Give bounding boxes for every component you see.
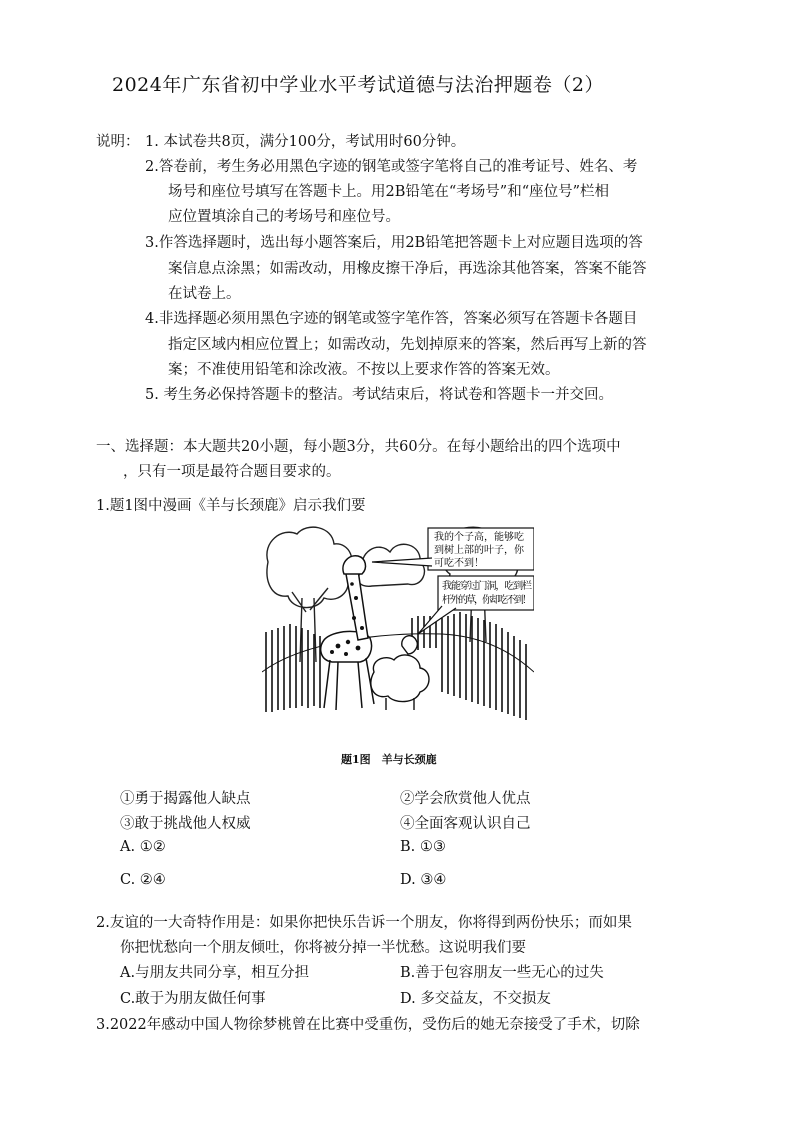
q2-option-d: D. 多交益友，不交损友 — [400, 991, 551, 1007]
q2-option-c: C.敢于为朋友做任何事 — [120, 991, 266, 1007]
figure-caption: 题1图 羊与长颈鹿 — [341, 753, 437, 766]
instruction-line: 2.答卷前，考生务必用黑色字迹的钢笔或签字笔将自己的准考证号、姓名、考 — [145, 159, 638, 175]
q2-option-b: B.善于包容朋友一些无心的过失 — [400, 965, 604, 981]
instruction-line: 指定区域内相应位置上；如需改动，先划掉原来的答案，然后再写上新的答 — [168, 337, 647, 353]
q3-stem-line: 3.2022年感动中国人物徐梦桃曾在比赛中受重伤，受伤后的她无奈接受了手术，切除 — [96, 1017, 640, 1033]
section-heading-cont: ，只有一项是最符合题目要求的。 — [123, 464, 341, 480]
q1-option-a: A. ①② — [120, 839, 166, 855]
giraffe-legs — [324, 658, 374, 710]
q1-option-d: D. ③④ — [400, 872, 447, 888]
q2-option-a: A.与朋友共同分享，相互分担 — [120, 965, 310, 981]
sheep-bubble-line: 我能穿过门洞，吃到栏 — [442, 581, 532, 592]
instruction-line: 场号和座位号填写在答题卡上。用2B铅笔在“考场号”和“座位号”栏相 — [168, 184, 610, 200]
instruction-line: 应位置填涂自己的考场号和座位号。 — [168, 209, 400, 225]
instruction-line: 4.非选择题必须用黑色字迹的钢笔或签字笔作答，答案必须写在答题卡各题目 — [145, 311, 638, 327]
cartoon-sheep-and-giraffe — [262, 522, 534, 726]
instructions-lead: 说明： — [96, 134, 140, 150]
sheep-bubble-line: 杆外的草，你却吃不到！ — [442, 595, 532, 606]
section-heading: 一、选择题：本大题共20小题，每小题3分，共60分。在每小题给出的四个选项中 — [96, 439, 621, 455]
q1-statement: ①勇于揭露他人缺点 — [120, 791, 251, 807]
q1-option-c: C. ②④ — [120, 872, 166, 888]
fence-posts-left — [266, 624, 320, 712]
q2-stem-line: 你把忧愁向一个朋友倾吐，你将被分掉一半忧愁。这说明我们要 — [120, 940, 526, 956]
instruction-line: 5. 考生务必保持答题卡的整洁。考试结束后，将试卷和答题卡一并交回。 — [145, 387, 613, 403]
giraffe-head — [343, 556, 366, 574]
page-title: 2024年广东省初中学业水平考试道德与法治押题卷（2） — [112, 74, 604, 96]
fence-posts-right — [442, 612, 526, 720]
tree-outline — [267, 527, 352, 607]
instruction-line: 案；不准使用铅笔和涂改液。不按以上要求作答的答案无效。 — [168, 362, 560, 378]
giraffe-neck — [346, 570, 368, 640]
q1-statement: ③敢于挑战他人权威 — [120, 816, 251, 832]
instruction-line: 在试卷上。 — [168, 286, 241, 302]
q1-stem: 1.题1图中漫画《羊与长颈鹿》启示我们要 — [96, 498, 366, 514]
q1-option-b: B. ①③ — [400, 839, 446, 855]
q2-stem-line: 2.友谊的一大奇特作用是：如果你把快乐告诉一个朋友，你将得到两份快乐；而如果 — [96, 915, 632, 931]
instruction-line: 案信息点涂黑；如需改动，用橡皮擦干净后，再选涂其他答案，答案不能答 — [168, 261, 647, 277]
q1-statement: ②学会欣赏他人优点 — [400, 791, 531, 807]
instruction-line: 3.作答选择题时，选出每小题答案后，用2B铅笔把答题卡上对应题目选项的答 — [145, 235, 643, 251]
q1-statement: ④全面客观认识自己 — [400, 816, 531, 832]
instruction-line: 1. 本试卷共8页，满分100分，考试用时60分钟。 — [145, 134, 466, 150]
giraffe-bubble-line: 可吃不到！ — [434, 558, 484, 569]
sheep-head — [402, 636, 418, 654]
giraffe-bubble-line: 我的个子高，能够吃 — [434, 532, 524, 543]
sheep-body — [371, 655, 429, 702]
giraffe-bubble-line: 到树上部的叶子，你 — [434, 545, 524, 556]
